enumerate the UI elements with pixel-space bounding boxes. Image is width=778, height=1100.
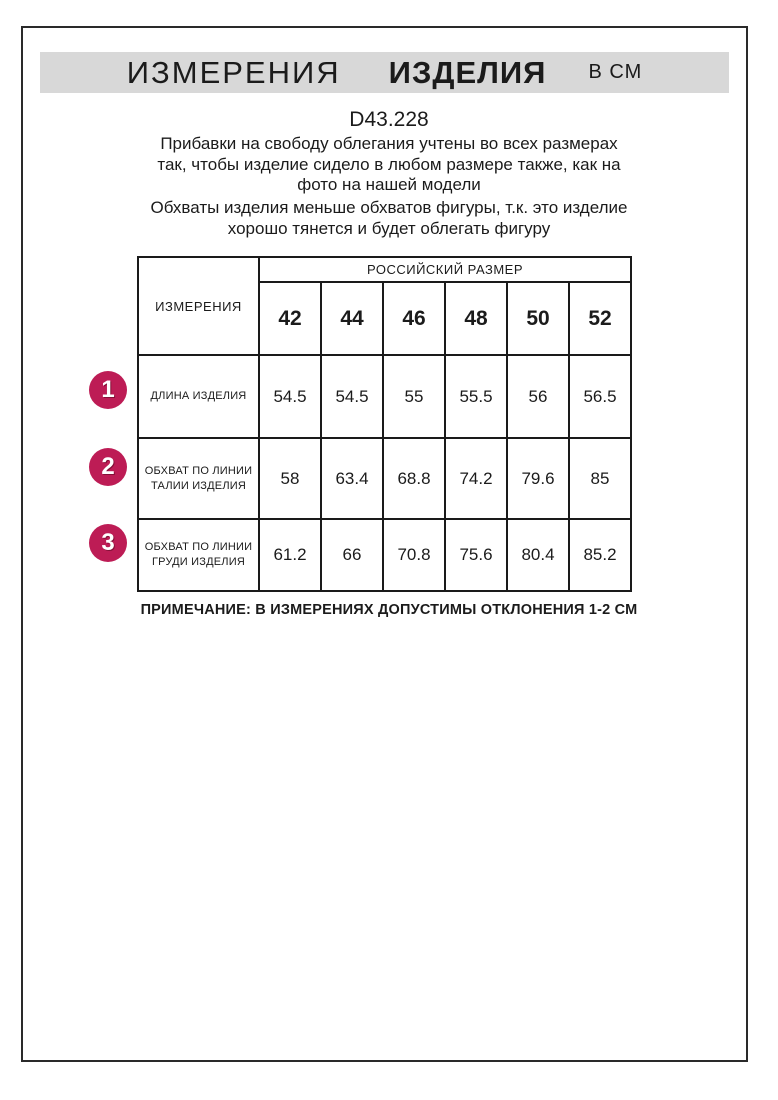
value-cell: 54.5 (259, 355, 321, 438)
size-header-cell: 46 (383, 282, 445, 355)
title-units: В СМ (588, 61, 643, 83)
paragraph-line: хорошо тянется и будет облегать фигуру (227, 218, 551, 238)
table-row (138, 355, 631, 438)
value-cell: 54.5 (321, 355, 383, 438)
title-measurements: ИЗМЕРЕНИЯ (126, 54, 341, 90)
table-corner-header: ИЗМЕРЕНИЯ (138, 257, 259, 355)
row-label-length: ДЛИНА ИЗДЕЛИЯ (138, 355, 259, 438)
value-cell: 55.5 (445, 355, 507, 438)
value-cell: 68.8 (383, 438, 445, 519)
row-number-badge-2: 2 (89, 448, 127, 486)
intro-paragraph-1 (0, 134, 778, 196)
value-cell: 70.8 (383, 519, 445, 591)
table-row (138, 438, 631, 519)
row-label-chest: ОБХВАТ ПО ЛИНИИ ГРУДИ ИЗДЕЛИЯ (138, 519, 259, 591)
value-cell: 74.2 (445, 438, 507, 519)
table-row (138, 519, 631, 591)
title-product: ИЗДЕЛИЯ (388, 54, 547, 90)
value-cell: 80.4 (507, 519, 569, 591)
size-header-cell: 44 (321, 282, 383, 355)
size-table (137, 256, 632, 592)
tolerance-note: ПРИМЕЧАНИЕ: В ИЗМЕРЕНИЯХ ДОПУСТИМЫ ОТКЛОНЕНИЯ 1-2 СМ (140, 602, 638, 618)
intro-paragraph-2 (0, 198, 778, 239)
size-group-header: РОССИЙСКИЙ РАЗМЕР (259, 257, 631, 282)
size-header-cell: 42 (259, 282, 321, 355)
row-label-waist: ОБХВАТ ПО ЛИНИИ ТАЛИИ ИЗДЕЛИЯ (138, 438, 259, 519)
product-code: D43.228 (349, 108, 429, 131)
paragraph-line: так, чтобы изделие сидело в любом размере также, как на (157, 154, 621, 174)
paragraph-line: Обхваты изделия меньше обхватов фигуры, т.к. это изделие (150, 198, 628, 217)
value-cell: 75.6 (445, 519, 507, 591)
row-number-badge-3: 3 (89, 524, 127, 562)
value-cell: 85.2 (569, 519, 631, 591)
value-cell: 56.5 (569, 355, 631, 438)
size-header-cell: 52 (569, 282, 631, 355)
value-cell: 58 (259, 438, 321, 519)
row-number-badge-1: 1 (89, 371, 127, 409)
size-header-cell: 50 (507, 282, 569, 355)
value-cell: 66 (321, 519, 383, 591)
size-header-cell: 48 (445, 282, 507, 355)
paragraph-line: Прибавки на свободу облегания учтены во всех размерах (160, 134, 618, 153)
value-cell: 63.4 (321, 438, 383, 519)
value-cell: 79.6 (507, 438, 569, 519)
value-cell: 55 (383, 355, 445, 438)
value-cell: 85 (569, 438, 631, 519)
value-cell: 56 (507, 355, 569, 438)
paragraph-line: фото на нашей модели (297, 175, 481, 194)
value-cell: 61.2 (259, 519, 321, 591)
page-title-bar (40, 52, 729, 93)
